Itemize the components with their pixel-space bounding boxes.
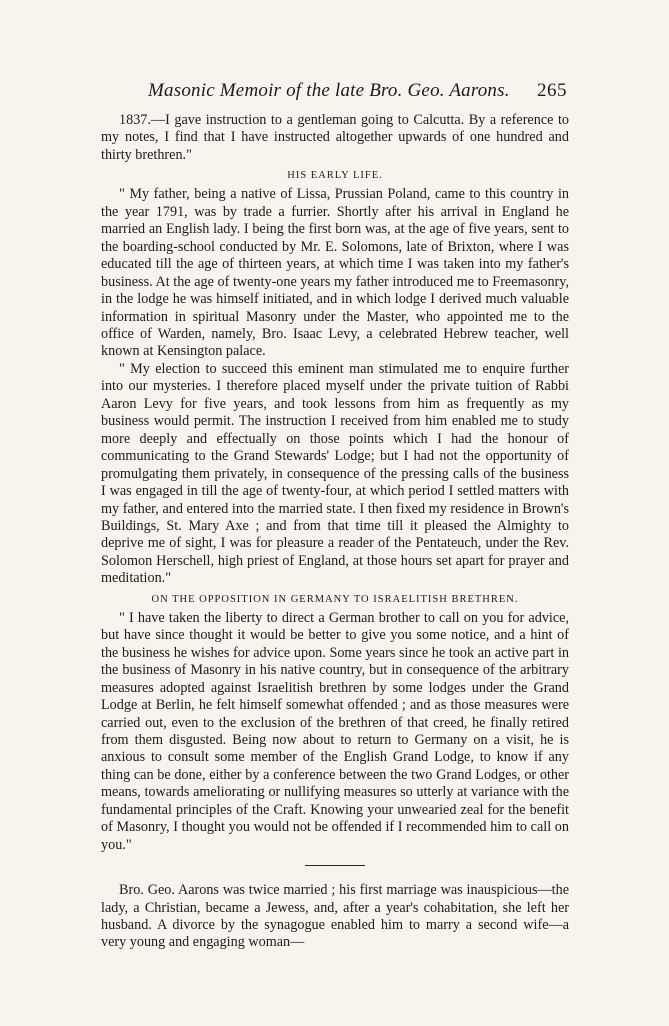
paragraph-marriages: Bro. Geo. Aarons was twice married ; his first marriage was inauspicious—the lady, a Christian, became a Jewess, and, after a year's cohabitation, she left her husband. A divorce by the synagogue enabled him to marry a second wife—a very young and engaging woman— [101,882,569,951]
running-title: Masonic Memoir of the late Bro. Geo. Aarons. [148,80,510,101]
paragraph-1837-instruction: 1837.—I gave instruction to a gentleman going to Calcutta. By a reference to my notes, I find that I have instructed altogether upwards of one hundred and thirty brethren." [101,112,569,163]
section-heading-opposition-germany: ON THE OPPOSITION IN GERMANY TO ISRAELITISH BRETHREN. [151,593,519,605]
section-heading-early-life: HIS EARLY LIFE. [287,170,383,182]
paragraph-father-lissa: " My father, being a native of Lissa, Prussian Poland, came to this country in the year 1791, was by trade a furrier. Shortly after his arrival in England he married an English lady. I being the first born was, at the age of five years, sent to the boarding-school conducted by Mr. E. Solomons, late of Brixton, where I was educated till the age of thirteen years, at which time I was taken into my father's business. At the age of twenty-one years my father introduced me to Freemasonry, in the lodge he was himself initiated, and in which lodge I derived much valuable information in spiritual Masonry under the Master, who appointed me to the office of Warden, namely, Bro. Isaac Levy, a celebrated Hebrew teacher, well known at Kensington palace. [101,186,569,360]
paragraph-german-brother: " I have taken the liberty to direct a German brother to call on you for advice, but have since thought it would be better to give you some notice, and a hint of the business he wishes for advice upon. Some years since he took an active part in the business of Masonry in his native country, but in consequence of the arbitrary measures adopted against Israelitish brethren by some lodges under the Grand Lodge at Berlin, he felt himself somewhat offended ; and as those measures were carried out, even to the exclusion of the brethren of that creed, he finally retired from them disgusted. Being now about to return to Germany on a visit, he is anxious to consult some member of the English Grand Lodge, to know if any thing can be done, either by a conference between the two Grand Lodges, or other means, towards ameliorating or nullifying measures so utterly at variance with the fundamental principles of the Craft. Knowing your unwearied zeal for the benefit of Masonry, I thought you would not be offended if I recommended him to call on you." [101,609,569,853]
running-head [101,80,569,112]
page-number: 265 [537,80,567,101]
section-divider [305,865,365,866]
paragraph-election-mysteries: " My election to succeed this eminent man stimulated me to enquire further into our mysteries. I therefore placed myself under the private tuition of Rabbi Aaron Levy for five years, and took lessons from him as frequently as my business would permit. The instruction I received from him enabled me to study more deeply and effectually on those points which I had the honour of communicating to the Grand Stewards' Lodge; but I had not the opportunity of promulgating them privately, in consequence of the pressing calls of the business I was engaged in till the age of twenty-four, at which period I settled matters with my father, and entered into the married state. I then fixed my residence in Brown's Buildings, St. Mary Axe ; and from that time till it pleased the Almighty to deprive me of sight, I was for pleasure a reader of the Pentateuch, under the Rev. Solomon Herschell, high priest of England, at those hours set apart for prayer and meditation." [101,360,569,587]
